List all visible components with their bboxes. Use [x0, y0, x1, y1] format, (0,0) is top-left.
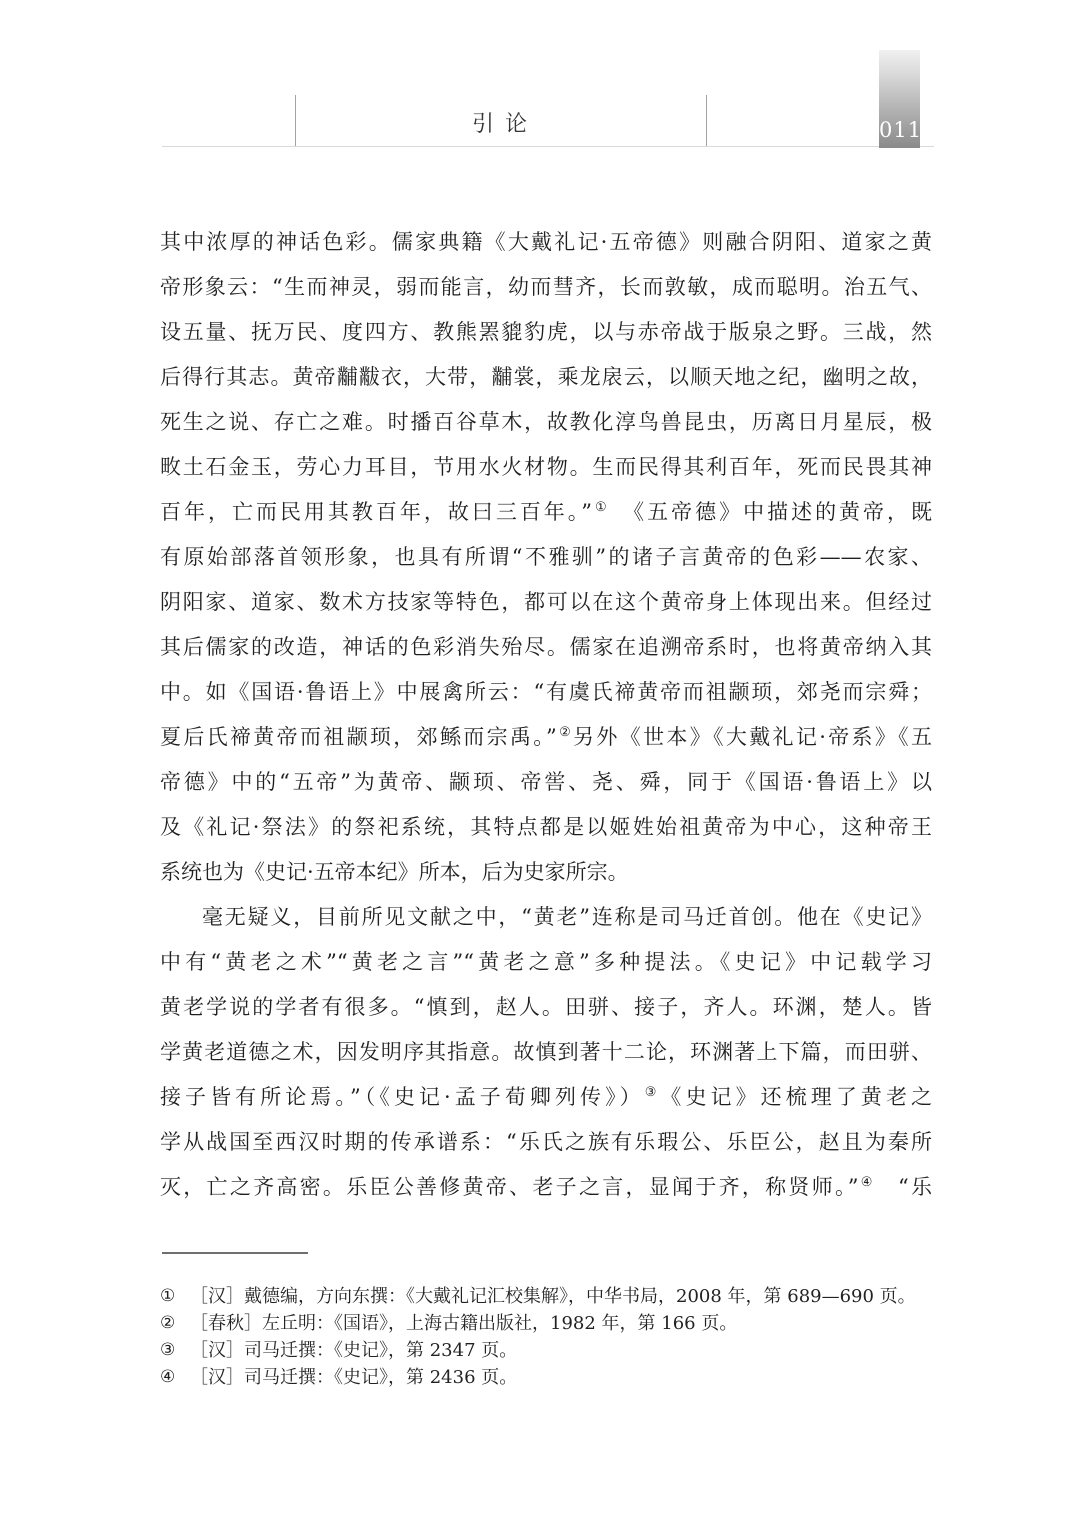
footnote-text: ［春秋］左丘明：《国语》，上海古籍出版社，1982 年，第 166 页。	[190, 1313, 738, 1334]
header-horizontal-rule	[162, 146, 934, 147]
text-line: 毫无疑义，目前所见文献之中，“黄老”连称是司马迁首创。他在《史记》	[202, 905, 932, 929]
text-line: 夏后氏禘黄帝而祖颛顼，郊鲧而宗禹。”②另外《世本》《大戴礼记·帝系》《五	[160, 725, 933, 749]
text-line: 死生之说、存亡之难。时播百谷草木，故教化淳鸟兽昆虫，历离日月星辰，极	[160, 410, 932, 434]
text-line: 帝形象云：“生而神灵，弱而能言，幼而彗齐，长而敦敏，成而聪明。治五气、	[160, 275, 932, 299]
text-line: 其中浓厚的神话色彩。儒家典籍《大戴礼记·五帝德》则融合阴阳、道家之黄	[160, 230, 932, 254]
text-line: 百年，亡而民用其教百年，故曰三百年。”① 《五帝德》中描述的黄帝，既	[160, 500, 933, 524]
text-line: 黄老学说的学者有很多。“慎到，赵人。田骈、接子，齐人。环渊，楚人。皆	[160, 995, 932, 1019]
footnote-item	[160, 1283, 950, 1310]
footnote-item	[160, 1337, 950, 1364]
text-line: 有原始部落首领形象，也具有所谓“不雅驯”的诸子言黄帝的色彩——农家、	[160, 545, 932, 569]
text-line: 设五量、抚万民、度四方、教熊罴貔豹虎，以与赤帝战于版泉之野。三战，然	[160, 320, 932, 344]
footnote-marker: ②	[160, 1313, 176, 1333]
footnote-divider	[162, 1252, 308, 1254]
footnote-text: ［汉］司马迁撰：《史记》，第 2347 页。	[190, 1340, 518, 1361]
text-line: 系统也为《史记·五帝本纪》所本，后为史家所宗。	[160, 860, 629, 884]
body-text	[160, 220, 932, 1210]
footnote-text: ［汉］司马迁撰：《史记》，第 2436 页。	[190, 1367, 518, 1388]
footnote-item	[160, 1310, 950, 1337]
footnote-marker: ④	[160, 1367, 176, 1387]
text-line: 学从战国至西汉时期的传承谱系：“乐氏之族有乐瑕公、乐臣公，赵且为秦所	[160, 1130, 932, 1154]
footnote-marker: ①	[160, 1286, 176, 1306]
text-line: 中有“黄老之术”“黄老之言”“黄老之意”多种提法。《史记》中记载学习	[160, 950, 932, 974]
text-line: 灭，亡之齐高密。乐臣公善修黄帝、老子之言，显闻于齐，称贤师。”④ “乐	[160, 1175, 933, 1199]
text-line: 畋土石金玉，劳心力耳目，节用水火材物。生而民得其利百年，死而民畏其神	[160, 455, 932, 479]
footnote-marker: ③	[160, 1340, 176, 1360]
text-line: 接子皆有所论焉。”（《史记·孟子荀卿列传》）③《史记》还梳理了黄老之	[160, 1085, 933, 1109]
text-line: 帝德》中的“五帝”为黄帝、颛顼、帝喾、尧、舜，同于《国语·鲁语上》以	[160, 770, 932, 794]
text-line: 阴阳家、道家、数术方技家等特色，都可以在这个黄帝身上体现出来。但经过	[160, 590, 932, 614]
text-line: 学黄老道德之术，因发明序其指意。故慎到著十二论，环渊著上下篇，而田骈、	[160, 1040, 932, 1064]
header-right-rule	[706, 95, 707, 147]
footnotes	[160, 1283, 950, 1391]
page-number-bar	[879, 50, 923, 148]
text-line: 其后儒家的改造，神话的色彩消失殆尽。儒家在追溯帝系时，也将黄帝纳入其	[160, 635, 932, 659]
footnote-text: ［汉］戴德编，方向东撰：《大戴礼记汇校集解》，中华书局，2008 年，第 689—690 页。	[190, 1286, 916, 1307]
text-line: 后得行其志。黄帝黼黻衣，大带，黼裳，乘龙扆云，以顺天地之纪，幽明之故，	[160, 365, 932, 389]
footnote-item	[160, 1364, 950, 1391]
page-title: 引 论	[472, 112, 529, 137]
text-line: 中。如《国语·鲁语上》中展禽所云：“有虞氏禘黄帝而祖颛顼，郊尧而宗舜；	[160, 680, 932, 704]
page-number: 011	[879, 118, 923, 142]
text-line: 及《礼记·祭法》的祭祀系统，其特点都是以姬姓始祖黄帝为中心，这种帝王	[160, 815, 932, 839]
